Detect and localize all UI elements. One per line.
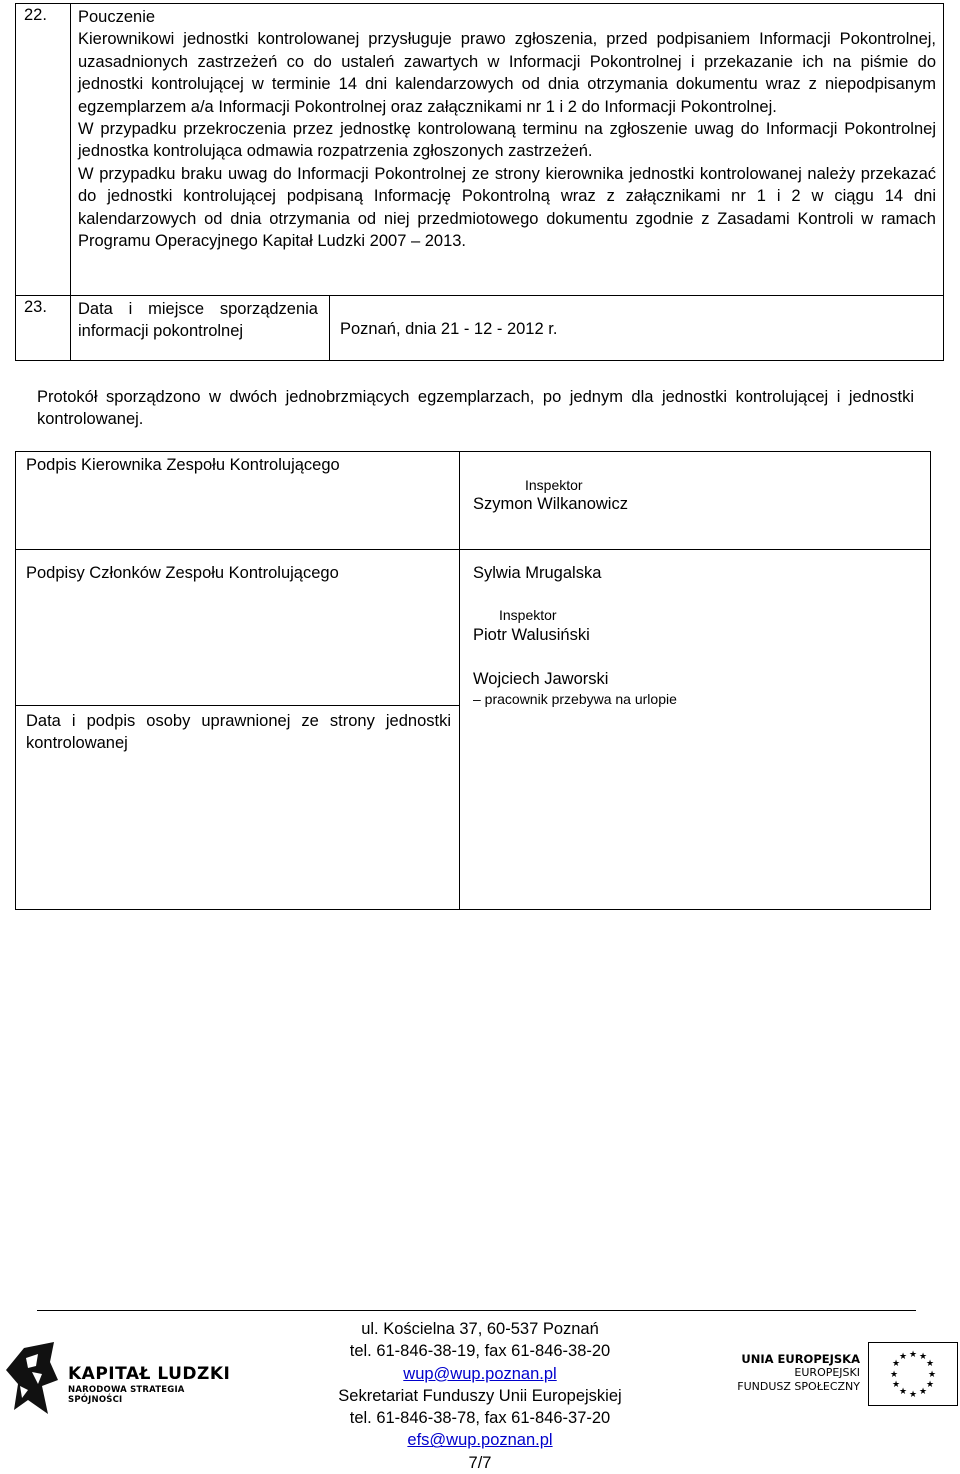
- footer-secretariat: Sekretariat Funduszy Unii Europejskiej: [338, 1386, 622, 1405]
- svg-text:★: ★: [891, 1380, 901, 1390]
- section-22-para2: W przypadku przekroczenia przez jednostkę kontrolowaną terminu na zgłoszenie uwag do Informacji Pokontrolnej jednostka kontrolująca odmawia rozpatrzenia zgłoszonych zastrzeżeń.: [78, 120, 936, 161]
- logo-left-line2: NARODOWA STRATEGIA SPÓJNOŚCI: [68, 1385, 185, 1405]
- svg-text:★: ★: [918, 1387, 928, 1397]
- footer-divider: [37, 1310, 916, 1311]
- leader-name: Szymon Wilkanowicz: [473, 495, 628, 513]
- svg-text:★: ★: [925, 1359, 935, 1369]
- svg-text:★: ★: [918, 1352, 928, 1362]
- svg-text:★: ★: [908, 1390, 918, 1400]
- section-23-label: Data i miejsce sporządzenia informacji pokontrolnej: [78, 300, 318, 341]
- kapital-ludzki-logo: [4, 1340, 234, 1420]
- svg-text:★: ★: [927, 1370, 937, 1380]
- svg-text:★: ★: [908, 1350, 918, 1360]
- member3-name: Wojciech Jaworski: [473, 670, 609, 688]
- eu-logo-text: [730, 1352, 860, 1394]
- footer-phone1: tel. 61-846-38-19, fax 61-846-38-20: [349, 1342, 611, 1361]
- section-22-para3: W przypadku braku uwag do Informacji Pokontrolnej ze strony kierownika jednostki kontrolowanej należy przekazać do jednostki kontrolującej podpisaną Informację Pokontrolną wraz z załącznikami nr 1 i 2 w ciągu 14 dni kalendarzowych od dnia otrzymania od niej przedmiotowego dokumentu zgodnie z Zasadami Kontroli w ramach Programu Operacyjnego Kapitał Ludzki 2007 – 2013.: [78, 164, 936, 251]
- logo-right-line3: FUNDUSZ SPOŁECZNY: [737, 1380, 860, 1393]
- leader-role: Inspektor: [525, 477, 583, 493]
- authorized-signature-label: Data i podpis osoby uprawnionej ze strony jednostki kontrolowanej: [26, 712, 451, 753]
- signature-table: [15, 451, 931, 910]
- svg-text:★: ★: [898, 1352, 908, 1362]
- members-signature-label: Podpisy Członków Zespołu Kontrolującego: [26, 564, 339, 582]
- footer-phone2: tel. 61-846-38-78, fax 61-846-37-20: [349, 1409, 611, 1428]
- logo-right-line1: UNIA EUROPEJSKA: [741, 1352, 860, 1366]
- footer-email2-link[interactable]: efs@wup.poznan.pl: [407, 1431, 553, 1450]
- member3-note: – pracownik przebywa na urlopie: [473, 691, 677, 707]
- protocol-note: Protokół sporządzono w dwóch jednobrzmiących egzemplarzach, po jednym dla jednostki kontrolującej i jednostki kontrolowanej.: [37, 388, 914, 429]
- section-22-content: [78, 6, 936, 252]
- footer-email1-link[interactable]: wup@wup.poznan.pl: [403, 1364, 557, 1383]
- leader-signature-label: Podpis Kierownika Zespołu Kontrolującego: [26, 456, 340, 474]
- member2-role: Inspektor: [499, 607, 557, 623]
- svg-text:★: ★: [889, 1370, 899, 1380]
- section-23-value: Poznań, dnia 21 - 12 - 2012 r.: [340, 320, 558, 338]
- svg-text:★: ★: [891, 1359, 901, 1369]
- footer-address: ul. Kościelna 37, 60-537 Poznań: [361, 1320, 599, 1338]
- member2-name: Piotr Walusiński: [473, 626, 590, 644]
- section-22-para1: Kierownikowi jednostki kontrolowanej przysługuje prawo zgłoszenia, przed podpisaniem Informacji Pokontrolnej, uzasadnionych zastrzeżeń co do ustaleń zawartych w Informacji Pokontrolnej i przekazanie ich na piśmie do jednostki kontrolującej w terminie 14 dni kalendarzowych od dnia otrzymania dokumentu wraz z niepodpisanym egzemplarzem a/a Informacji Pokontrolnej oraz załącznikami nr 1 i 2 do Informacji Pokontrolnej.: [78, 30, 936, 116]
- eu-logo: [730, 1340, 958, 1410]
- section-number-23: 23.: [24, 298, 47, 316]
- svg-text:★: ★: [898, 1387, 908, 1397]
- instruction-table: [15, 3, 944, 361]
- kapital-ludzki-emblem-icon: [6, 1340, 61, 1415]
- eu-flag-icon: [868, 1342, 958, 1406]
- logo-left-line1: KAPITAŁ LUDZKI: [68, 1364, 231, 1384]
- logo-right-line2: EUROPEJSKI: [794, 1366, 860, 1379]
- section-22-title: Pouczenie: [78, 8, 156, 26]
- page-number: 7/7: [468, 1453, 492, 1472]
- member1-name: Sylwia Mrugalska: [473, 564, 602, 582]
- svg-text:★: ★: [925, 1380, 935, 1390]
- section-number-22: 22.: [24, 6, 47, 24]
